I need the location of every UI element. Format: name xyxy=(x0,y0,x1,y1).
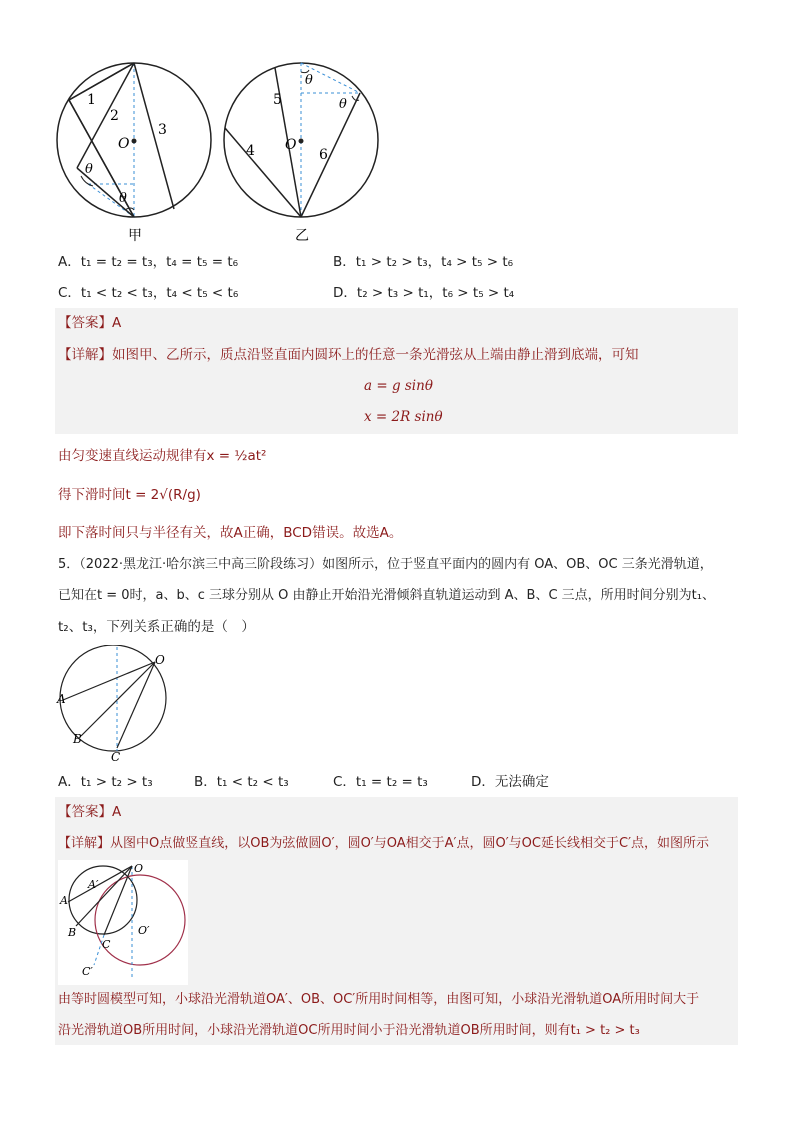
q5-label-b: B xyxy=(73,732,82,746)
q5-label-a: A xyxy=(57,692,66,706)
q4-option-d: D．t₂ > t₃ > t₁，t₆ > t₅ > t₄ xyxy=(333,285,515,301)
q5a-label-a: A xyxy=(60,894,68,907)
q4-line3: 由匀变速直线运动规律有x = ½at² xyxy=(58,448,267,464)
q5-option-a: A．t₁ > t₂ > t₃ xyxy=(58,774,153,790)
q5-figure xyxy=(55,645,175,765)
circle-jia xyxy=(57,63,211,217)
q4-line4: 得下滑时间t = 2√(R/g) xyxy=(58,487,201,503)
q5-answer-label: 【答案】A xyxy=(58,804,122,820)
q5-option-d: D．无法确定 xyxy=(471,774,549,790)
angle-label-yi-2: θ xyxy=(339,97,347,112)
circle-yi xyxy=(224,63,378,217)
q5-answer-figure xyxy=(58,860,188,985)
caption-yi: 乙 xyxy=(295,228,309,244)
q4-answer-label: 【答案】A xyxy=(58,315,122,331)
angle-label-yi-1: θ xyxy=(305,73,313,88)
q5-answer-line2: 由等时圆模型可知，小球沿光滑轨道OA′、OB、OC′所用时间相等，由图可知，小球沿光滑轨道OA所用时间大于 xyxy=(58,992,700,1007)
center-label-yi: O xyxy=(285,137,297,153)
q4-option-b: B．t₁ > t₂ > t₃，t₄ > t₅ > t₆ xyxy=(333,254,514,270)
angle-label-jia-2: θ xyxy=(119,191,127,206)
angle-label-jia-1: θ xyxy=(85,162,93,177)
q4-line5: 即下落时间只与半径有关，故A正确，BCD错误。故选A。 xyxy=(58,525,403,541)
q4-option-c: C．t₁ < t₂ < t₃，t₄ < t₅ < t₆ xyxy=(58,285,239,301)
q5-stem-line2: 已知在t = 0时，a、b、c 三球分别从 O 由静止开始沿光滑倾斜直轨道运动到 A、B、C 三点，所用时间分别为t₁、 xyxy=(58,588,715,603)
caption-jia: 甲 xyxy=(128,228,142,244)
q5a-label-c: C xyxy=(102,938,111,951)
center-label-jia: O xyxy=(118,136,130,152)
chord-label-2: 2 xyxy=(110,108,119,124)
chord-label-1: 1 xyxy=(87,92,96,108)
chord-label-3: 3 xyxy=(158,122,167,138)
q5-answer-line3: 沿光滑轨道OB所用时间，小球沿光滑轨道OC所用时间小于沿光滑轨道OB所用时间，则有t₁ > t₂ > t₃ xyxy=(58,1023,640,1038)
q5-stem-line1: 5．（2022·黑龙江·哈尔滨三中高三阶段练习）如图所示，位于竖直平面内的圆内有 OA、OB、OC 三条光滑轨道， xyxy=(58,557,713,572)
q5-stem-line3: t₂、t₃，下列关系正确的是（ ） xyxy=(58,619,255,635)
q5a-label-c-prime: C′ xyxy=(82,965,93,978)
q5a-label-a-prime: A′ xyxy=(88,878,99,891)
q5-option-b: B．t₁ < t₂ < t₃ xyxy=(194,774,289,790)
chord-label-6: 6 xyxy=(319,147,328,163)
q5a-label-o-prime: O′ xyxy=(138,924,150,937)
chord-label-4: 4 xyxy=(246,143,255,159)
q5-answer-detail: 【详解】从图中O点做竖直线，以OB为弦做圆O′，圆O′与OA相交于A′点，圆O′与OC延长线相交于C′点，如图所示 xyxy=(58,836,710,851)
q4-eq2: x = 2R sinθ xyxy=(364,409,443,425)
chord-label-5: 5 xyxy=(273,92,282,108)
q5-option-c: C．t₁ = t₂ = t₃ xyxy=(333,774,428,790)
q5a-label-o: O xyxy=(134,862,144,875)
q5-label-o: O xyxy=(155,653,165,667)
q5-label-c: C xyxy=(111,750,121,764)
q4-answer-detail: 【详解】如图甲、乙所示，质点沿竖直面内圆环上的任意一条光滑弦从上端由静止滑到底端，可知 xyxy=(58,347,639,363)
q4-eq1: a = g sinθ xyxy=(364,378,433,394)
figure-jia-yi xyxy=(55,60,395,250)
q4-option-a: A．t₁ = t₂ = t₃，t₄ = t₅ = t₆ xyxy=(58,254,239,270)
q5a-label-b: B xyxy=(68,926,77,939)
